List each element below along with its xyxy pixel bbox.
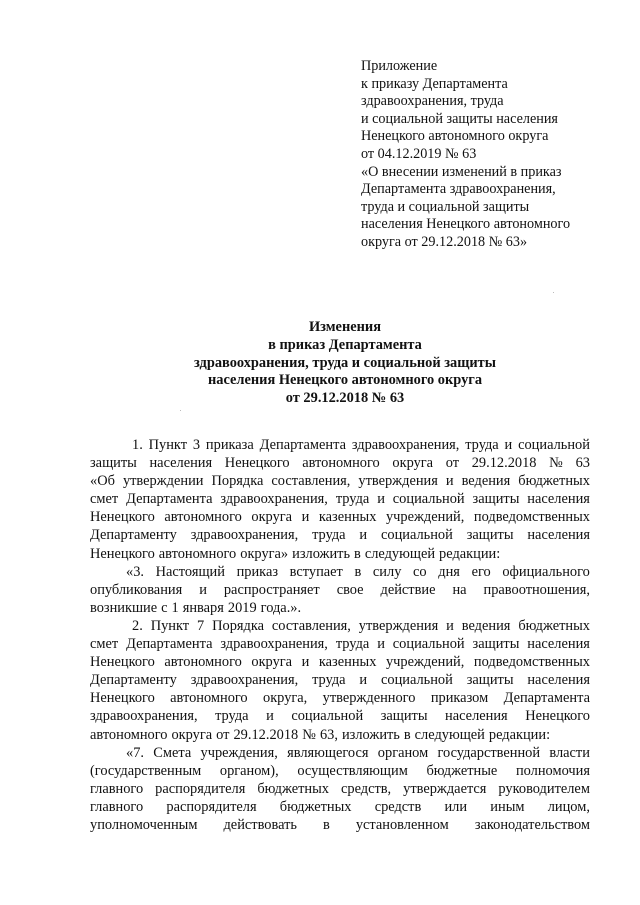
body-line bbox=[90, 454, 590, 472]
word: 1 bbox=[171, 599, 179, 616]
word: Департаменту bbox=[90, 527, 177, 544]
word: 2. bbox=[132, 617, 143, 634]
word: приказ bbox=[236, 563, 279, 580]
body-line bbox=[90, 744, 590, 762]
word: января bbox=[182, 599, 224, 616]
word: учреждений, bbox=[385, 654, 465, 671]
word: населения bbox=[445, 708, 508, 725]
word: следующей bbox=[364, 545, 436, 562]
word: социальной bbox=[518, 437, 590, 453]
word: 63, bbox=[319, 726, 338, 743]
title-line: Изменения bbox=[308, 319, 381, 335]
word: Департамента bbox=[126, 636, 213, 653]
word: труда bbox=[465, 437, 499, 453]
appendix-line: труда и социальной защиты bbox=[361, 198, 530, 215]
document-title bbox=[90, 319, 600, 408]
word: вступает bbox=[289, 563, 343, 580]
word: Порядка bbox=[212, 617, 264, 634]
word: утверждения bbox=[358, 617, 439, 634]
word: уполномоченным bbox=[90, 816, 198, 833]
title-line: населения Ненецкого автономного округа bbox=[207, 372, 483, 389]
word: труда bbox=[215, 708, 249, 725]
word: казенных bbox=[318, 509, 377, 526]
word: (государственным bbox=[90, 762, 202, 779]
word: населения bbox=[527, 491, 590, 508]
word: органом bbox=[377, 744, 429, 761]
word: автономного bbox=[164, 509, 242, 526]
word: со bbox=[413, 563, 427, 580]
word: социальной bbox=[392, 636, 465, 653]
word: Настоящий bbox=[155, 563, 225, 580]
word: главного bbox=[90, 798, 144, 815]
word: составления, bbox=[271, 473, 351, 490]
word: защиты bbox=[472, 636, 520, 653]
word: и bbox=[266, 708, 274, 725]
body-line bbox=[90, 526, 590, 544]
word: утвержденного bbox=[322, 690, 416, 707]
word: Ненецкого bbox=[90, 545, 155, 562]
body-line bbox=[90, 635, 590, 653]
body-line bbox=[90, 436, 590, 454]
word: Ненецкого bbox=[224, 455, 290, 472]
word: ведения bbox=[461, 617, 511, 634]
word: и bbox=[359, 672, 368, 689]
word: автономного bbox=[302, 455, 380, 472]
word: правоотношения, bbox=[483, 581, 590, 598]
appendix-line: здравоохранения, труда bbox=[361, 93, 504, 110]
word: автономного bbox=[170, 690, 248, 707]
word: силу bbox=[372, 563, 402, 580]
word: распорядителя bbox=[166, 798, 257, 815]
word: средств bbox=[374, 798, 422, 815]
word: и bbox=[445, 473, 454, 490]
body-line bbox=[90, 689, 590, 707]
word: труда bbox=[312, 527, 346, 544]
word: «3. bbox=[126, 563, 144, 580]
word: Департамента bbox=[259, 437, 346, 453]
word: от bbox=[216, 726, 230, 743]
word: действовать bbox=[223, 816, 297, 833]
word: здравоохранения, bbox=[190, 672, 299, 689]
word: автономного bbox=[158, 545, 237, 562]
word: труда bbox=[335, 491, 370, 508]
word: населения bbox=[527, 527, 590, 544]
word: Пункт bbox=[148, 437, 188, 453]
word: от bbox=[445, 455, 460, 472]
body-line bbox=[90, 798, 590, 816]
word: округа bbox=[251, 509, 293, 526]
word: в bbox=[403, 726, 411, 743]
word: утверждается bbox=[403, 780, 487, 797]
body-line bbox=[90, 490, 590, 508]
word: и bbox=[377, 491, 385, 508]
body-line bbox=[90, 653, 590, 671]
word: составления, bbox=[271, 617, 351, 634]
word: 7 bbox=[197, 617, 205, 634]
body-line bbox=[90, 545, 590, 563]
word: Департамента bbox=[126, 491, 213, 508]
word: изложить bbox=[292, 545, 351, 562]
word: округа bbox=[171, 726, 213, 743]
word: населения bbox=[527, 672, 590, 689]
word: власти bbox=[549, 744, 590, 761]
appendix-header bbox=[361, 58, 611, 252]
word: Ненецкого bbox=[90, 654, 155, 671]
word: Департаменту bbox=[90, 672, 177, 689]
word: защиты bbox=[466, 672, 514, 689]
word: утверждении bbox=[122, 473, 204, 490]
word: руководителем bbox=[498, 780, 590, 797]
word: дня bbox=[438, 563, 460, 580]
word: «7. bbox=[126, 744, 144, 761]
title-line: от 29.12.2018 № 63 bbox=[285, 390, 405, 407]
word: и bbox=[359, 527, 368, 544]
word: установленном bbox=[355, 816, 449, 833]
title-line: в приказ Департамента bbox=[268, 336, 422, 353]
paragraph-3 bbox=[90, 617, 590, 744]
word: труда bbox=[312, 672, 346, 689]
word: бюджетных bbox=[257, 780, 329, 797]
body-line bbox=[90, 707, 590, 725]
appendix-line: Ненецкого автономного округа bbox=[361, 128, 549, 145]
body-line bbox=[90, 671, 590, 689]
word: Порядка bbox=[211, 473, 264, 490]
word: изложить bbox=[341, 726, 400, 743]
word: здравоохранения, bbox=[351, 437, 460, 453]
word: органом), bbox=[219, 762, 279, 779]
word: автономного bbox=[164, 654, 242, 671]
word: года.». bbox=[260, 599, 302, 616]
word: редакции: bbox=[439, 545, 501, 562]
title-line: здравоохранения, труда и социальной защиты bbox=[194, 354, 496, 371]
word: защиты bbox=[472, 491, 520, 508]
appendix-line: округа от 29.12.2018 № 63» bbox=[361, 233, 528, 250]
word: бюджетных bbox=[518, 617, 590, 634]
word: казенных bbox=[318, 654, 377, 671]
scan-speck bbox=[180, 410, 181, 411]
body-line bbox=[90, 780, 590, 798]
appendix-line: Приложение bbox=[361, 58, 438, 74]
word: округа bbox=[251, 654, 293, 671]
word: являющегося bbox=[287, 744, 369, 761]
appendix-line: Департамента здравоохранения, bbox=[361, 181, 556, 198]
word: смет bbox=[90, 636, 119, 653]
appendix-line: от 04.12.2019 № 63 bbox=[361, 145, 477, 162]
word: на bbox=[452, 581, 467, 598]
word: автономного bbox=[90, 726, 168, 743]
word: социальной bbox=[380, 672, 453, 689]
word: здравоохранения, bbox=[90, 708, 198, 725]
word: 2019 bbox=[227, 599, 257, 616]
word: бюджетные bbox=[426, 762, 498, 779]
word: Пункт bbox=[150, 617, 190, 634]
word: 3 bbox=[192, 437, 201, 453]
word: и bbox=[504, 437, 513, 453]
word: округа, bbox=[263, 690, 308, 707]
word: лицом, bbox=[547, 798, 590, 815]
word: официального bbox=[502, 563, 590, 580]
word: и bbox=[199, 581, 207, 598]
word: законодательством bbox=[474, 816, 590, 833]
word: населения bbox=[527, 636, 590, 653]
appendix-line: и социальной защиты населения bbox=[361, 110, 558, 127]
paragraph-2 bbox=[90, 563, 590, 617]
word: и bbox=[301, 509, 310, 526]
word: распространяет bbox=[223, 581, 320, 598]
word: здравоохранения, bbox=[190, 527, 299, 544]
body-line bbox=[90, 762, 590, 780]
word: опубликования bbox=[90, 581, 183, 598]
word: 1. bbox=[132, 437, 143, 453]
word: округа» bbox=[240, 545, 289, 562]
body-line bbox=[90, 726, 590, 744]
word: приказом bbox=[430, 690, 489, 707]
word: социальной bbox=[392, 491, 465, 508]
word: учреждения, bbox=[200, 744, 278, 761]
word: подведомственных bbox=[473, 654, 590, 671]
scan-speck bbox=[553, 292, 554, 293]
body-line bbox=[90, 816, 590, 834]
word: действие bbox=[380, 581, 436, 598]
word: смет bbox=[90, 491, 119, 508]
word: защиты bbox=[90, 455, 137, 472]
body-line bbox=[90, 581, 590, 599]
word: в bbox=[354, 545, 361, 562]
word: распорядителя bbox=[155, 780, 246, 797]
word: бюджетных bbox=[279, 798, 352, 815]
word: в bbox=[354, 563, 362, 580]
word: социальной bbox=[291, 708, 364, 725]
word: социальной bbox=[380, 527, 453, 544]
word: осуществляющим bbox=[297, 762, 408, 779]
word: в bbox=[322, 816, 330, 833]
word: государственной bbox=[437, 744, 541, 761]
word: № bbox=[302, 726, 316, 743]
word: здравоохранения, bbox=[220, 491, 328, 508]
body-line bbox=[90, 508, 590, 526]
body-line bbox=[90, 563, 590, 581]
appendix-line: населения Ненецкого автономного bbox=[361, 216, 571, 233]
word: утверждения bbox=[358, 473, 438, 490]
body-line bbox=[90, 472, 590, 490]
word: Ненецкого bbox=[90, 690, 155, 707]
word: и bbox=[301, 654, 310, 671]
document-body bbox=[90, 436, 590, 834]
appendix-line: «О внесении изменений в приказ bbox=[361, 163, 562, 180]
word: здравоохранения, bbox=[220, 636, 328, 653]
word: приказа bbox=[205, 437, 254, 453]
word: свое bbox=[336, 581, 364, 598]
word: иным bbox=[490, 798, 525, 815]
word: округа bbox=[392, 455, 434, 472]
word: Ненецкого bbox=[525, 708, 590, 725]
appendix-line: к приказу Департамента bbox=[361, 75, 508, 92]
word: 29.12.2018 bbox=[471, 455, 537, 472]
word: труда bbox=[335, 636, 370, 653]
word: защиты bbox=[466, 527, 514, 544]
body-line bbox=[90, 599, 590, 617]
word: Смета bbox=[153, 744, 192, 761]
word: бюджетных bbox=[518, 473, 590, 490]
word: защиты bbox=[380, 708, 428, 725]
word: № bbox=[549, 455, 563, 472]
word: Ненецкого bbox=[90, 509, 155, 526]
word: полномочия bbox=[515, 762, 590, 779]
word: подведомственных bbox=[473, 509, 590, 526]
word: «Об bbox=[90, 473, 115, 490]
word: или bbox=[444, 798, 468, 815]
word: следующей bbox=[414, 726, 485, 743]
word: с bbox=[161, 599, 168, 616]
word: населения bbox=[149, 455, 213, 472]
word: ведения bbox=[461, 473, 511, 490]
word: 63 bbox=[575, 455, 590, 472]
word: Департамента bbox=[503, 690, 590, 707]
word: возникшие bbox=[90, 599, 158, 616]
word: главного bbox=[90, 780, 144, 797]
word: и bbox=[377, 636, 385, 653]
paragraph-4 bbox=[90, 744, 590, 834]
word: редакции: bbox=[488, 726, 551, 743]
body-line bbox=[90, 617, 590, 635]
paragraph-1 bbox=[90, 436, 590, 563]
word: его bbox=[471, 563, 491, 580]
word: и bbox=[446, 617, 454, 634]
word: учреждений, bbox=[385, 509, 465, 526]
word: 29.12.2018 bbox=[233, 726, 299, 743]
word: средств, bbox=[340, 780, 392, 797]
